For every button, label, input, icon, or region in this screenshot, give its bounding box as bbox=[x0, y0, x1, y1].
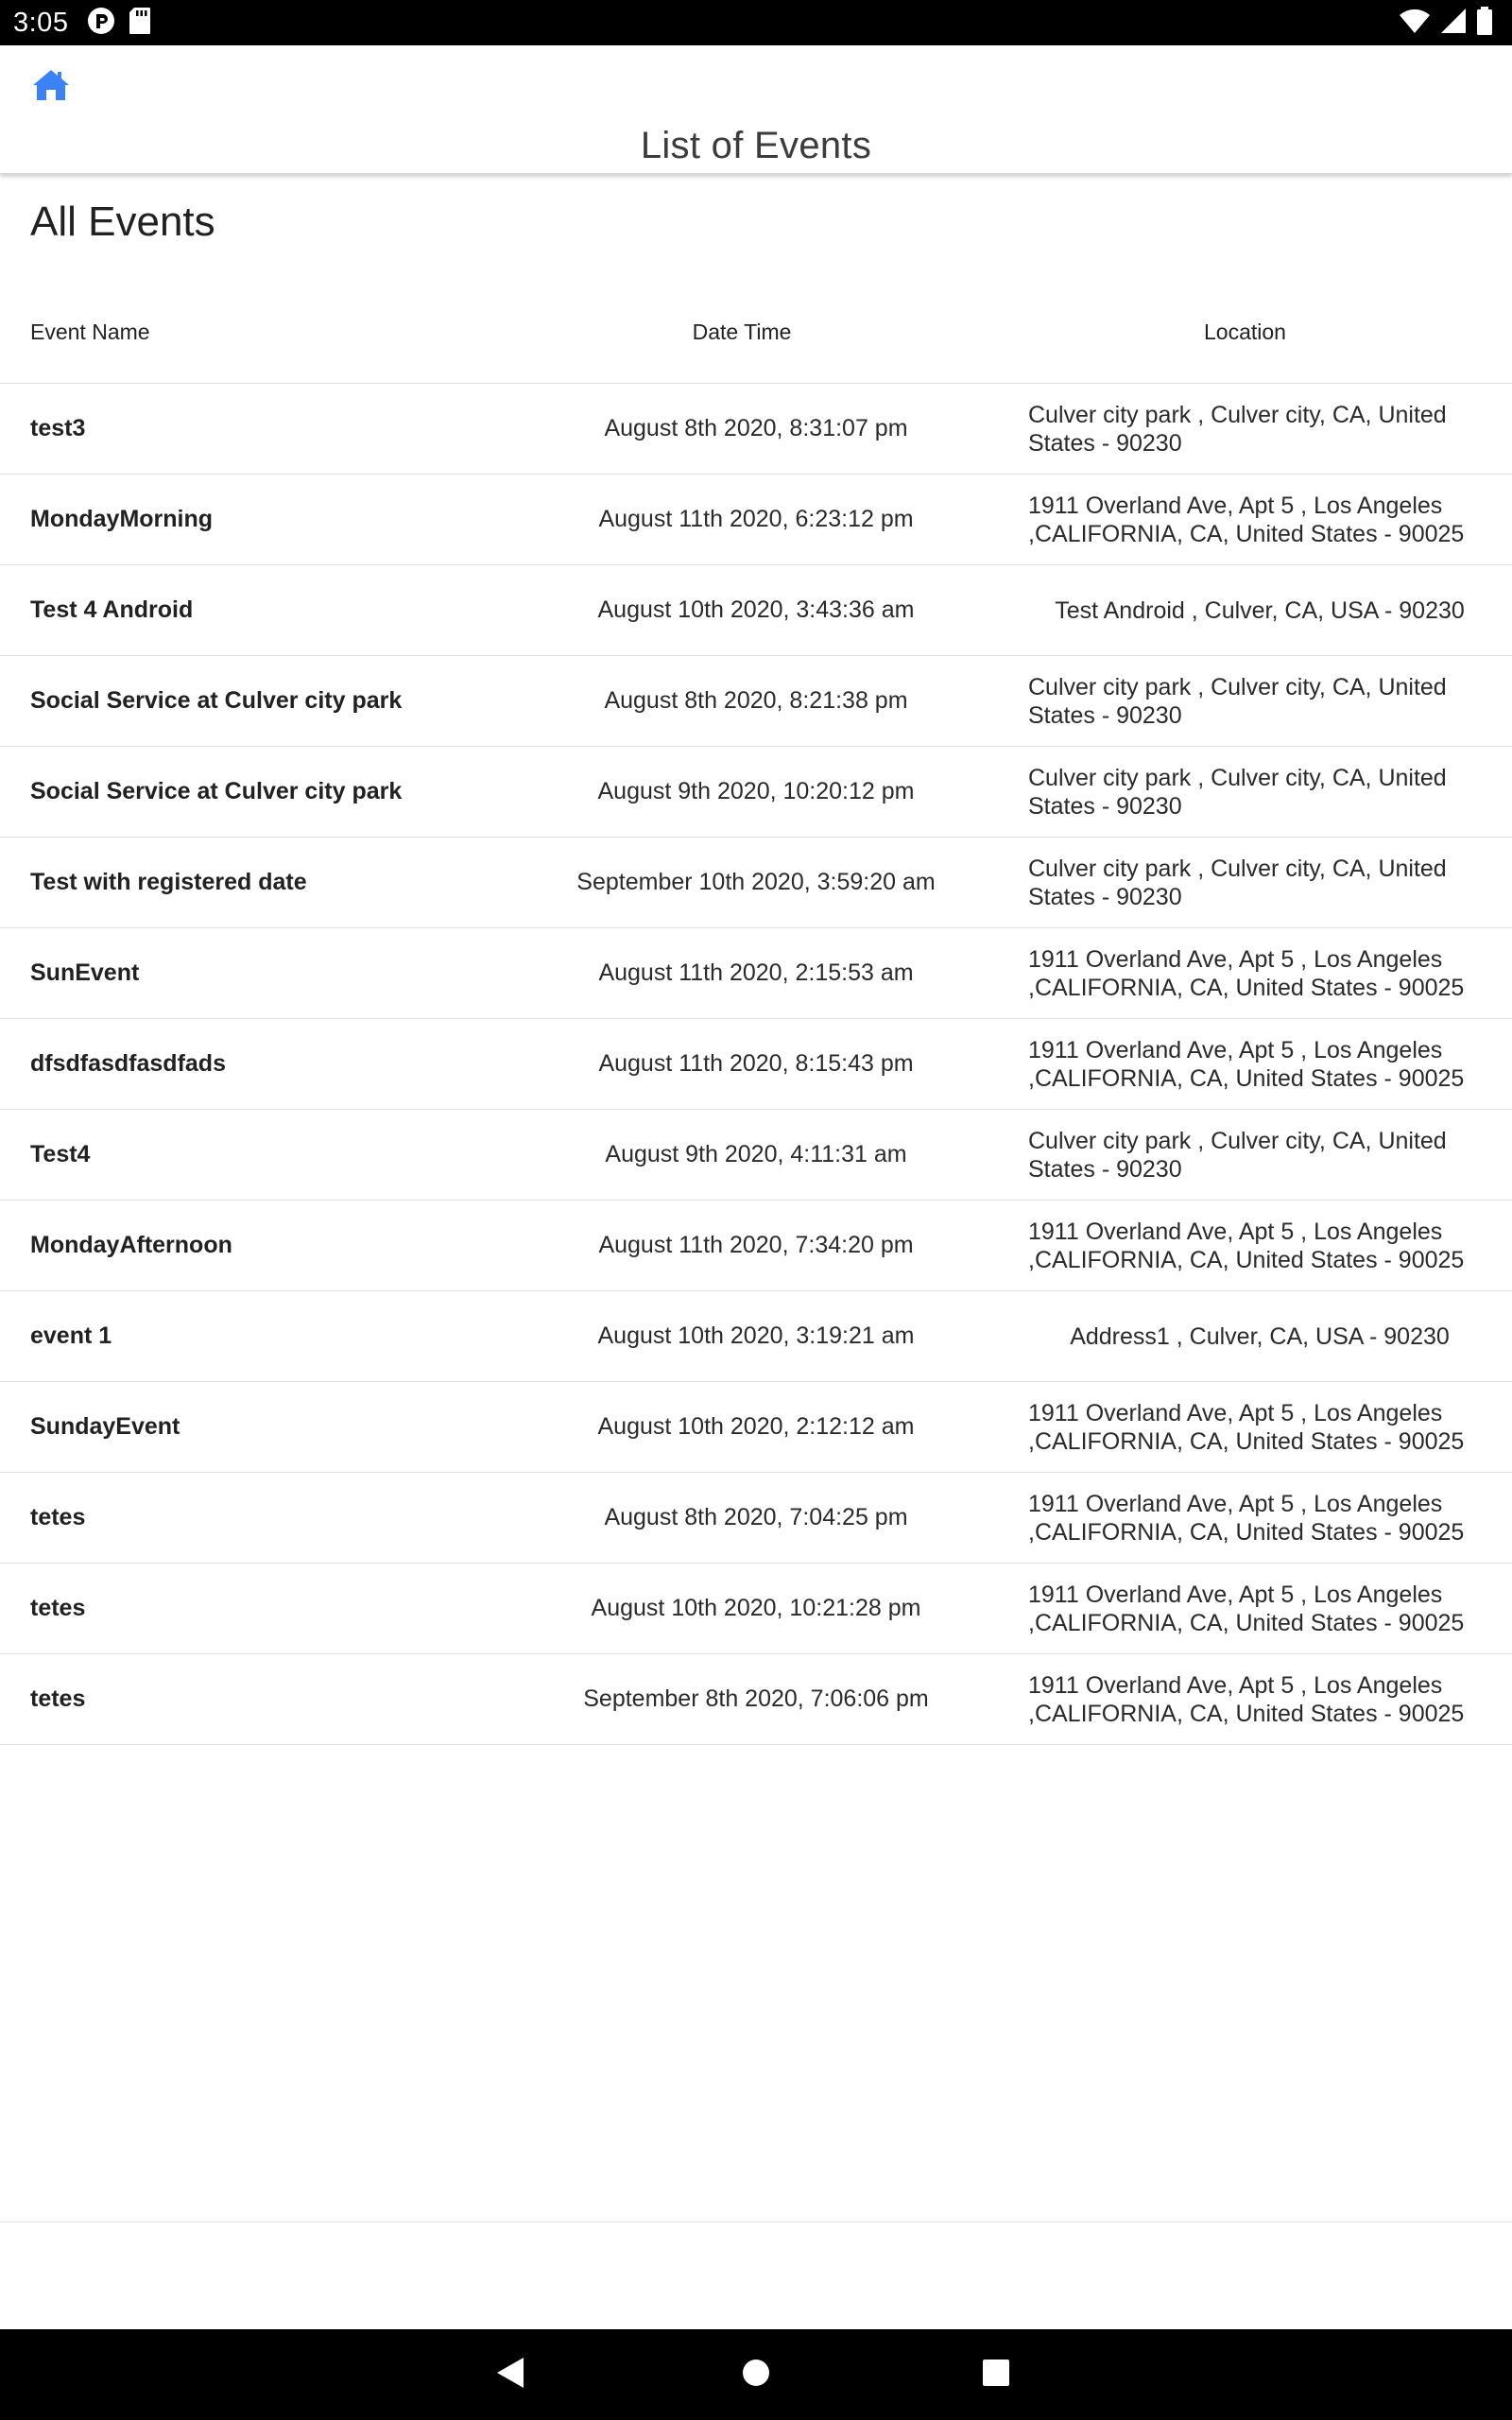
event-date-cell: August 9th 2020, 10:20:12 pm bbox=[597, 778, 915, 804]
app-header bbox=[0, 45, 1512, 174]
event-name-cell: tetes bbox=[30, 1685, 86, 1712]
event-date-cell: August 11th 2020, 6:23:12 pm bbox=[598, 506, 914, 532]
event-date-cell: August 8th 2020, 8:21:38 pm bbox=[604, 687, 908, 714]
event-date-cell: August 8th 2020, 7:04:25 pm bbox=[604, 1504, 908, 1530]
table-row[interactable] bbox=[0, 1654, 1512, 1745]
event-location-text: 1911 Overland Ave, Apt 5 , Los Angeles ,CALIFORNIA, CA, United States - 90025 bbox=[1028, 1581, 1465, 1636]
event-location-cell bbox=[1028, 1473, 1491, 1563]
event-location-cell bbox=[1028, 1110, 1491, 1200]
event-location-text: Culver city park , Culver city, CA, United States - 90230 bbox=[1028, 1127, 1447, 1183]
event-location-text: 1911 Overland Ave, Apt 5 , Los Angeles ,CALIFORNIA, CA, United States - 90025 bbox=[1028, 1671, 1465, 1727]
table-row[interactable] bbox=[0, 1019, 1512, 1110]
event-location-text: Address1 , Culver, CA, USA - 90230 bbox=[1070, 1322, 1450, 1350]
event-date-cell: August 10th 2020, 2:12:12 am bbox=[597, 1413, 915, 1440]
event-date-cell: August 10th 2020, 3:19:21 am bbox=[597, 1322, 915, 1349]
home-icon bbox=[32, 68, 70, 107]
event-location-text: 1911 Overland Ave, Apt 5 , Los Angeles ,CALIFORNIA, CA, United States - 90025 bbox=[1028, 492, 1465, 547]
event-name-cell: Social Service at Culver city park bbox=[30, 687, 403, 714]
table-row[interactable] bbox=[0, 1110, 1512, 1201]
event-date-cell: September 10th 2020, 3:59:20 am bbox=[576, 869, 936, 895]
sd-card-icon bbox=[129, 7, 151, 40]
event-name-cell: test3 bbox=[30, 415, 86, 441]
event-location-text: Culver city park , Culver city, CA, United States - 90230 bbox=[1028, 673, 1447, 729]
home-nav-button[interactable] bbox=[733, 2352, 779, 2397]
event-location-cell bbox=[1028, 1654, 1491, 1744]
event-location-cell bbox=[1028, 928, 1491, 1018]
table-row[interactable] bbox=[0, 475, 1512, 565]
pocket-icon bbox=[87, 7, 115, 40]
table-row[interactable] bbox=[0, 1382, 1512, 1473]
column-header-location[interactable]: Location bbox=[1204, 320, 1286, 344]
event-name-cell: Social Service at Culver city park bbox=[30, 778, 403, 804]
event-location-cell bbox=[1028, 1019, 1491, 1109]
event-location-text: 1911 Overland Ave, Apt 5 , Los Angeles ,CALIFORNIA, CA, United States - 90025 bbox=[1028, 1490, 1465, 1546]
status-left-icons bbox=[87, 7, 151, 40]
event-name-cell: event 1 bbox=[30, 1322, 112, 1349]
section-title: All Events bbox=[30, 199, 215, 245]
event-location-text: 1911 Overland Ave, Apt 5 , Los Angeles ,CALIFORNIA, CA, United States - 90025 bbox=[1028, 1036, 1465, 1092]
event-location-cell bbox=[1028, 384, 1491, 474]
event-location-cell bbox=[1028, 747, 1491, 837]
event-location-text: Culver city park , Culver city, CA, United States - 90230 bbox=[1028, 855, 1447, 910]
event-name-cell: tetes bbox=[30, 1504, 86, 1530]
event-name-cell: MondayAfternoon bbox=[30, 1232, 232, 1258]
event-date-cell: August 11th 2020, 7:34:20 pm bbox=[598, 1232, 914, 1258]
table-row[interactable] bbox=[0, 1473, 1512, 1564]
table-row[interactable] bbox=[0, 838, 1512, 928]
recents-button[interactable] bbox=[973, 2352, 1019, 2397]
status-bar bbox=[0, 0, 1512, 45]
home-circle-icon bbox=[741, 2358, 771, 2393]
event-name-cell: tetes bbox=[30, 1595, 86, 1621]
recents-icon bbox=[982, 2359, 1010, 2392]
event-location-cell bbox=[1028, 838, 1491, 927]
battery-icon bbox=[1476, 7, 1493, 40]
event-name-cell: SundayEvent bbox=[30, 1413, 180, 1440]
status-right-icons bbox=[1399, 0, 1493, 45]
table-header bbox=[0, 284, 1512, 384]
system-nav-bar bbox=[0, 2329, 1512, 2420]
event-date-cell: August 8th 2020, 8:31:07 pm bbox=[604, 415, 908, 441]
page-title: List of Events bbox=[640, 125, 872, 166]
signal-icon bbox=[1440, 8, 1467, 39]
event-location-cell bbox=[1028, 1291, 1491, 1381]
event-location-text: 1911 Overland Ave, Apt 5 , Los Angeles ,CALIFORNIA, CA, United States - 90025 bbox=[1028, 1399, 1465, 1455]
event-name-cell: Test with registered date bbox=[30, 869, 307, 895]
column-header-date-time[interactable]: Date Time bbox=[692, 320, 792, 344]
event-date-cell: August 11th 2020, 2:15:53 am bbox=[598, 959, 914, 986]
table-row[interactable] bbox=[0, 565, 1512, 656]
event-date-cell: August 9th 2020, 4:11:31 am bbox=[605, 1141, 907, 1167]
column-header-event-name[interactable]: Event Name bbox=[30, 320, 150, 344]
divider bbox=[0, 2221, 1512, 2222]
event-name-cell: SunEvent bbox=[30, 959, 140, 986]
event-location-text: 1911 Overland Ave, Apt 5 , Los Angeles ,CALIFORNIA, CA, United States - 90025 bbox=[1028, 945, 1465, 1001]
event-location-text: Test Android , Culver, CA, USA - 90230 bbox=[1055, 596, 1465, 624]
event-location-cell bbox=[1028, 1201, 1491, 1290]
event-name-cell: Test 4 Android bbox=[30, 596, 194, 623]
event-location-cell bbox=[1028, 1564, 1491, 1653]
status-time: 3:05 bbox=[13, 7, 69, 38]
table-row[interactable] bbox=[0, 1564, 1512, 1654]
event-location-cell bbox=[1028, 475, 1491, 564]
table-row[interactable] bbox=[0, 384, 1512, 475]
table-row[interactable] bbox=[0, 1291, 1512, 1382]
event-location-cell bbox=[1028, 656, 1491, 746]
back-icon bbox=[495, 2357, 525, 2394]
home-button[interactable] bbox=[28, 64, 74, 110]
event-location-cell bbox=[1028, 565, 1491, 655]
event-date-cell: August 10th 2020, 3:43:36 am bbox=[597, 596, 915, 623]
event-location-text: Culver city park , Culver city, CA, United States - 90230 bbox=[1028, 764, 1447, 820]
table-row[interactable] bbox=[0, 656, 1512, 747]
back-button[interactable] bbox=[488, 2352, 533, 2397]
event-date-cell: September 8th 2020, 7:06:06 pm bbox=[583, 1685, 929, 1712]
event-date-cell: August 11th 2020, 8:15:43 pm bbox=[598, 1050, 914, 1077]
event-name-cell: dfsdfasdfasdfads bbox=[30, 1050, 226, 1077]
events-table-body bbox=[0, 384, 1512, 1745]
wifi-icon bbox=[1399, 8, 1431, 39]
table-row[interactable] bbox=[0, 928, 1512, 1019]
event-name-cell: Test4 bbox=[30, 1141, 91, 1167]
event-location-text: Culver city park , Culver city, CA, United States - 90230 bbox=[1028, 401, 1447, 457]
event-date-cell: August 10th 2020, 10:21:28 pm bbox=[591, 1595, 921, 1621]
table-row[interactable] bbox=[0, 747, 1512, 838]
event-location-cell bbox=[1028, 1382, 1491, 1472]
event-location-text: 1911 Overland Ave, Apt 5 , Los Angeles ,CALIFORNIA, CA, United States - 90025 bbox=[1028, 1218, 1465, 1273]
table-row[interactable] bbox=[0, 1201, 1512, 1291]
event-name-cell: MondayMorning bbox=[30, 506, 214, 532]
